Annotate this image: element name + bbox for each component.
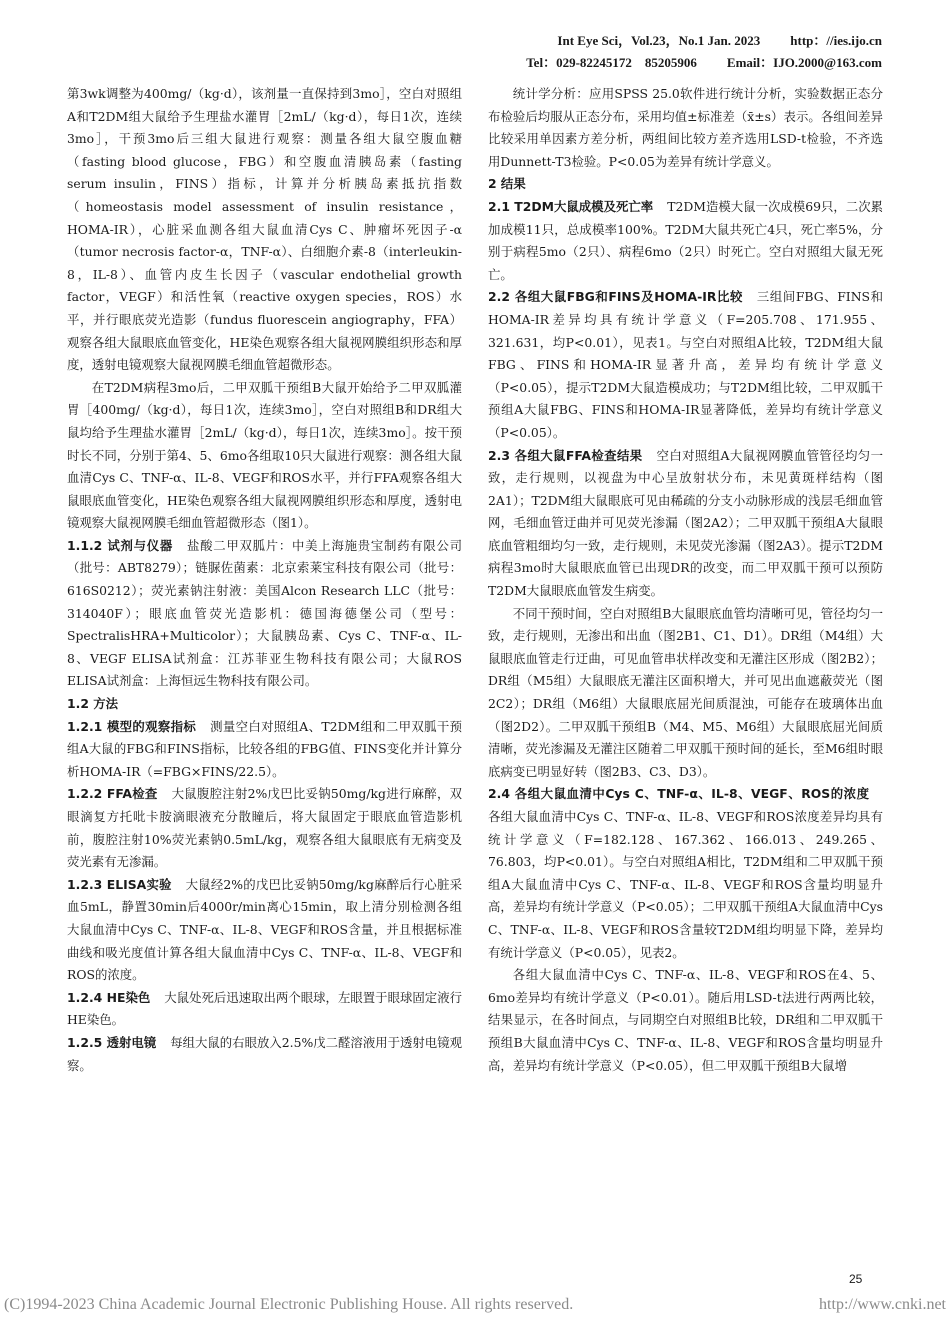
paragraph xyxy=(488,603,883,784)
paragraph-text: 盐酸二甲双胍片：中美上海施贵宝制药有限公司（批号：ABT8279）；链脲佐菌素：北京索莱宝科技有限公司（批号：616S0212）；荧光素钠注射液：美国Alcon Research LLC（批号：314040F）；眼底血管荧光造影机：德国海德堡公司（型号：SpectralisHRA+Multicolor）；大鼠胰岛素、Cys C、TNF-α、IL-8、VEGF ELISA试剂盒：江苏菲亚生物科技有限公司；大鼠ROS ELISA试剂盒：上海恒远生物科技有限公司。 xyxy=(67,537,463,689)
journal-email: Email：IJO.2000@163.com xyxy=(726,55,882,70)
subsection-heading: 2.4 各组大鼠血清中Cys C、TNF-α、IL-8、VEGF、ROS的浓度 xyxy=(488,786,869,802)
paragraph-text: 各组大鼠血清中Cys C、TNF-α、IL-8、VEGF和ROS在4、5、6mo差异均有统计学意义（P<0.01）。随后用LSD-t法进行两两比较，结果显示，在各时间点，与同期空白对照组B比较，DR组和二甲双胍干预组B大鼠血清中Cys C、TNF-α、IL-8、VEGF和ROS含量均明显升高，差异均有统计学意义（P<0.05），但二甲双胍干预组B大鼠增 xyxy=(488,967,883,1073)
paragraph-text: 大鼠腹腔注射2%戊巴比妥钠50mg/kg进行麻醉，双眼滴复方托吡卡胺滴眼液充分散瞳后，将大鼠固定于眼底血管造影机前，腹腔注射10%荧光素钠0.5mL/kg，观察各组大鼠眼底有无病变及荧光素有无渗漏。 xyxy=(67,786,463,870)
subsection-heading: 1.2.3 ELISA实验 xyxy=(67,876,172,892)
paragraph xyxy=(67,874,462,987)
paragraph xyxy=(488,783,883,964)
journal-tel: Tel：029-82245172 85205906 xyxy=(526,55,697,70)
subsection-heading: 2.1 T2DM大鼠成模及死亡率 xyxy=(488,198,654,214)
paragraph-text: 不同干预时间，空白对照组B大鼠眼底血管均清晰可见，管径均匀一致，走行规则，无渗出和出血（图2B1、C1、D1）。DR组（M4组）大鼠眼底血管走行迂曲，可见血管串状样改变和无灌注区形成（图2B2）；DR组（M5组）大鼠眼底无灌注区面积增大，并可见出血遮蔽荧光（图2C2）；DR组（M6组）大鼠眼底屈光间质混浊，可能存在玻璃体出血（图2D2）。二甲双胍干预组B（M4、M5、M6组）大鼠眼底屈光间质清晰，荧光渗漏及无灌注区随着二甲双胍干预时间的延长，至M6组时眼底病变已明显好转（图2B3、C3、D3）。 xyxy=(488,605,883,779)
journal-citation: Int Eye Sci，Vol.23，No.1 Jan. 2023 xyxy=(557,33,761,48)
page-number: 25 xyxy=(849,1272,863,1286)
subsection-heading: 1.1.2 试剂与仪器 xyxy=(67,537,173,553)
section-heading: 1.2 方法 xyxy=(67,696,119,712)
paragraph xyxy=(488,445,883,603)
section-heading: 2 结果 xyxy=(488,176,526,192)
subsection-heading: 2.2 各组大鼠FBG和FINS及HOMA-IR比较 xyxy=(488,289,743,305)
paragraph xyxy=(488,196,883,286)
paragraph xyxy=(67,783,462,873)
paragraph xyxy=(67,83,462,377)
paragraph-text: 大鼠处死后迅速取出两个眼球，左眼置于眼球固定液行HE染色。 xyxy=(67,989,463,1028)
right-column xyxy=(488,83,883,1077)
subsection-heading: 1.2.1 模型的观察指标 xyxy=(67,718,197,734)
footer xyxy=(4,1296,946,1314)
footer-url: http://www.cnki.net xyxy=(819,1296,946,1313)
footer-copyright: (C)1994-2023 China Academic Journal Electronic Publishing House. All rights reserved. xyxy=(4,1296,574,1313)
paragraph xyxy=(67,535,462,693)
paragraph-text: 第3wk调整为400mg/（kg·d），该剂量一直保持到3mo］，空白对照组A和T2DM组大鼠给予生理盐水灌胃［2mL/（kg·d），每日1次，连续3mo］，干预3mo后三组大鼠进行观察：测量各组大鼠空腹血糖（fasting blood glucose，FBG）和空腹血清胰岛素（fasting serum insulin，FINS）指标，计算并分析胰岛素抵抗指数（homeostasis model assessment of insulin resistance，HOMA-IR），心脏采血测各组大鼠血清Cys C、肿瘤坏死因子-α（tumor necrosis factor-α，TNF-α）、白细胞介素-8（interleukin-8，IL-8）、血管内皮生长因子（vascular endothelial growth factor，VEGF）和活性氧（reactive oxygen species，ROS）水平，并行眼底荧光造影（fundus fluorescein angiography，FFA）观察各组大鼠眼底血管变化，HE染色观察各组大鼠视网膜组织形态和厚度，透射电镜观察大鼠视网膜毛细血管超微形态。 xyxy=(67,86,462,373)
paragraph-text: 大鼠经2%的戊巴比妥钠50mg/kg麻醉后行心脏采血5mL，静置30min后4000r/min离心15min，取上清分别检测各组大鼠血清中Cys C、TNF-α、IL-8、VEGF和ROS含量，并且根据标准曲线和吸光度值计算各组大鼠血清中Cys C、TNF-α、IL-8、VEGF和ROS的浓度。 xyxy=(67,876,463,983)
subsection-heading: 1.2.2 FFA检查 xyxy=(67,786,158,802)
journal-url: http：//ies.ijo.cn xyxy=(790,33,882,48)
paragraph xyxy=(488,964,883,1077)
paragraph-text: 统计学分析：应用SPSS 25.0软件进行统计分析，实验数据正态分布检验后均服从正态分布，采用均值±标准差（x̄±s）表示。各组间差异比较采用单因素方差分析，两组间比较方差齐选用LSD-t检验，不齐选用Dunnett-T3检验。P<0.05为差异有统计学意义。 xyxy=(488,86,883,169)
paragraph-text: 各组大鼠血清中Cys C、TNF-α、IL-8、VEGF和ROS浓度差异均具有统计学意义（F=182.128、167.362、166.013、249.265、76.803，均P<0.01）。与空白对照组A相比，T2DM组和二甲双胍干预组A大鼠血清中Cys C、TNF-α、IL-8、VEGF和ROS含量均明显升高，差异均有统计学意义（P<0.05）；二甲双胍干预组A大鼠血清中Cys C、TNF-α、IL-8、VEGF和ROS含量较T2DM组均明显下降，差异均有统计学意义（P<0.05），见表2。 xyxy=(488,809,883,960)
paragraph xyxy=(488,83,883,173)
subsection-heading: 2.3 各组大鼠FFA检查结果 xyxy=(488,447,643,463)
paragraph xyxy=(67,987,462,1032)
header-line-1 xyxy=(526,30,882,52)
paragraph xyxy=(488,286,883,444)
journal-header xyxy=(526,30,882,74)
paragraph-text: 三组间FBG、FINS和HOMA-IR差异均具有统计学意义（F=205.708、171.955、321.631，均P<0.01），见表1。与空白对照组A比较，T2DM组大鼠FBG、FINS和HOMA-IR显著升高，差异均有统计学意义（P<0.05），提示T2DM大鼠造模成功；与T2DM组比较，二甲双胍干预组A大鼠FBG、FINS和HOMA-IR显著降低，差异均有统计学意义（P<0.05）。 xyxy=(488,289,884,440)
left-column xyxy=(67,83,462,1077)
paragraph-text: 在T2DM病程3mo后，二甲双胍干预组B大鼠开始给予二甲双胍灌胃［400mg/（kg·d），每日1次，连续3mo］，空白对照组B和DR组大鼠均给予生理盐水灌胃［2mL/（kg·d），每日1次，连续3mo］。按干预时长不同，分别于第4、5、6mo各组取10只大鼠进行观察：测各组大鼠血清Cys C、TNF-α、IL-8、VEGF和ROS水平，并行FFA观察各组大鼠眼底血管变化，HE染色观察各组大鼠视网膜组织形态和厚度，透射电镜观察大鼠视网膜毛细血管超微形态（图1）。 xyxy=(67,379,462,531)
paragraph-text: T2DM造模大鼠一次成模69只，二次累加成模11只，总成模率100%。T2DM大鼠共死亡4只，死亡率5%，分别于病程5mo（2只）、病程6mo（2只）时死亡。空白对照组大鼠无死亡。 xyxy=(488,198,883,282)
paragraph xyxy=(67,716,462,784)
subsection-heading: 1.2.4 HE染色 xyxy=(67,989,151,1005)
subsection-heading: 1.2.5 透射电镜 xyxy=(67,1034,157,1050)
paragraph-text: 每组大鼠的右眼放入2.5%戊二醛溶液用于透射电镜观察。 xyxy=(67,1034,462,1073)
paragraph-text: 测量空白对照组A、T2DM组和二甲双胍干预组A大鼠的FBG和FINS指标，比较各组的FBG值、FINS变化并计算分析HOMA-IR（=FBG×FINS/22.5）。 xyxy=(67,718,463,779)
paragraph xyxy=(67,1032,462,1077)
header-line-2 xyxy=(526,52,882,74)
paragraph-text: 空白对照组A大鼠视网膜血管管径均匀一致，走行规则，以视盘为中心呈放射状分布，未见黄斑样结构（图2A1）；T2DM组大鼠眼底可见由稀疏的分支小动脉形成的浅层毛细血管网，毛细血管迂曲并可见荧光渗漏（图2A2）；二甲双胍干预组A大鼠眼底血管粗细均匀一致，走行规则，未见荧光渗漏（图2A3）。提示T2DM病程3mo时大鼠眼底血管已出现DR的改变，而二甲双胍干预可以预防T2DM大鼠眼底血管发生病变。 xyxy=(488,447,883,599)
paragraph xyxy=(67,377,462,535)
